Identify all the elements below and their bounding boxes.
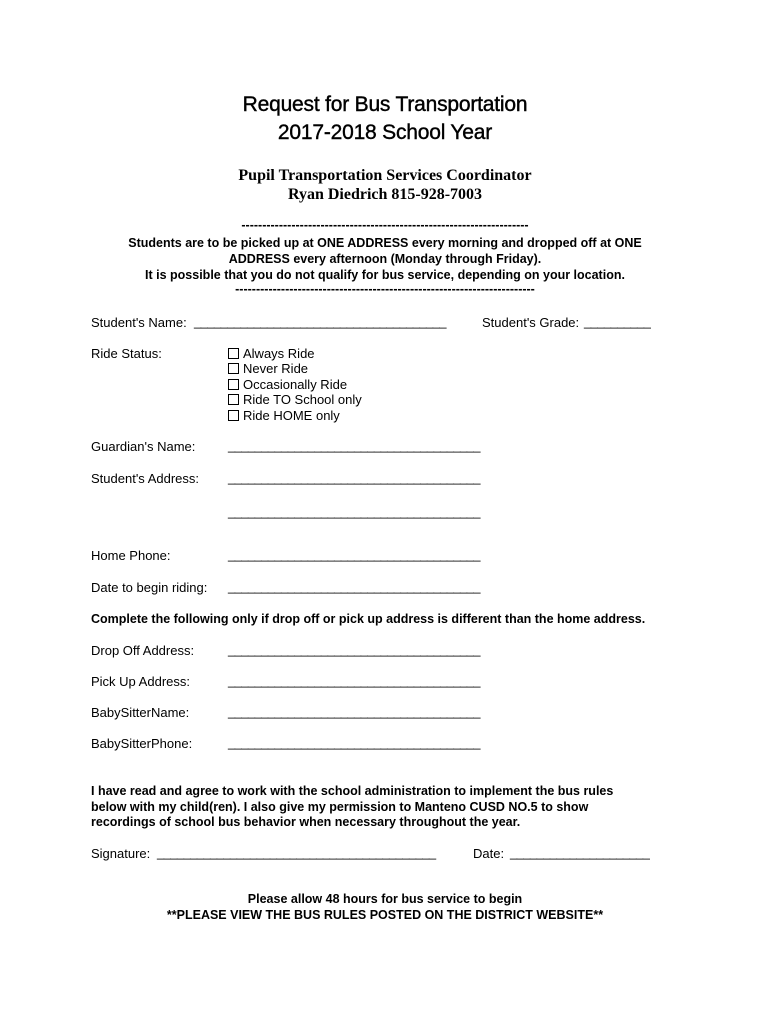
home-phone-field[interactable]: ______________________________________ bbox=[228, 547, 480, 562]
ride-status-label: Ride Status: bbox=[91, 346, 162, 361]
pick-up-field[interactable]: ______________________________________ bbox=[228, 673, 480, 688]
drop-off-label: Drop Off Address: bbox=[91, 643, 195, 658]
ride-option-always[interactable] bbox=[228, 346, 315, 361]
notice-line-3: It is possible that you do not qualify for bus service, depending on your location. bbox=[145, 268, 625, 282]
checkbox-icon[interactable] bbox=[228, 394, 239, 405]
footer-line-1: Please allow 48 hours for bus service to begin bbox=[247, 892, 523, 906]
student-name-field[interactable]: ______________________________________ bbox=[194, 314, 446, 329]
coordinator-title: Pupil Transportation Services Coordinator bbox=[238, 167, 532, 184]
guardian-name-label: Guardian's Name: bbox=[91, 439, 196, 454]
agreement-line-2: below with my child(ren). I also give my permission to Manteno CUSD NO.5 to show bbox=[91, 800, 589, 814]
student-address-field-1[interactable]: ______________________________________ bbox=[228, 470, 480, 485]
pick-up-label: Pick Up Address: bbox=[91, 674, 190, 689]
footer-line-2: **PLEASE VIEW THE BUS RULES POSTED ON THE DISTRICT WEBSITE** bbox=[166, 908, 604, 922]
form-title: Request for Bus Transportation bbox=[242, 93, 528, 116]
agreement-line-3: recordings of school bus behavior when necessary throughout the year. bbox=[91, 815, 521, 829]
student-grade-label: Student's Grade: bbox=[482, 315, 580, 330]
alt-address-note: Complete the following only if drop off or pick up address is different than the home address. bbox=[91, 612, 646, 626]
notice-line-1: Students are to be picked up at ONE ADDRESS every morning and dropped off at ONE bbox=[128, 236, 642, 250]
notice-line-2: ADDRESS every afternoon (Monday through Friday). bbox=[228, 252, 542, 266]
date-label: Date: bbox=[473, 846, 505, 861]
student-name-label: Student's Name: bbox=[91, 315, 187, 330]
signature-label: Signature: bbox=[91, 846, 151, 861]
ride-option-label: Never Ride bbox=[243, 361, 309, 376]
school-year: 2017-2018 School Year bbox=[277, 121, 493, 144]
ride-option-to-school[interactable] bbox=[228, 392, 362, 407]
notice-rule-top: --------------------------------------------------------------------- bbox=[241, 218, 529, 232]
notice-rule-bottom: ------------------------------------------------------------------------ bbox=[235, 282, 535, 296]
student-grade-field[interactable]: __________ bbox=[584, 314, 651, 329]
signature-field[interactable]: __________________________________________ bbox=[157, 845, 436, 860]
ride-option-label: Ride HOME only bbox=[243, 408, 340, 423]
student-address-field-2[interactable]: ______________________________________ bbox=[228, 504, 480, 519]
agreement-line-1: I have read and agree to work with the school administration to implement the bus rules bbox=[91, 784, 614, 798]
student-address-label: Student's Address: bbox=[91, 471, 199, 486]
babysitter-phone-field[interactable]: ______________________________________ bbox=[228, 735, 480, 750]
checkbox-icon[interactable] bbox=[228, 379, 239, 390]
ride-option-never[interactable] bbox=[228, 361, 308, 376]
guardian-name-field[interactable]: ______________________________________ bbox=[228, 438, 480, 453]
ride-option-home[interactable] bbox=[228, 408, 340, 423]
ride-option-label: Always Ride bbox=[243, 346, 315, 361]
babysitter-name-field[interactable]: ______________________________________ bbox=[228, 704, 480, 719]
drop-off-field[interactable]: ______________________________________ bbox=[228, 642, 480, 657]
checkbox-icon[interactable] bbox=[228, 363, 239, 374]
babysitter-phone-label: BabySitterPhone: bbox=[91, 736, 193, 751]
begin-date-field[interactable]: ______________________________________ bbox=[228, 579, 480, 594]
ride-option-label: Occasionally Ride bbox=[243, 377, 348, 392]
checkbox-icon[interactable] bbox=[228, 410, 239, 421]
home-phone-label: Home Phone: bbox=[91, 548, 171, 563]
ride-option-label: Ride TO School only bbox=[243, 392, 362, 407]
coordinator-contact: Ryan Diedrich 815-928-7003 bbox=[287, 186, 483, 203]
babysitter-name-label: BabySitterName: bbox=[91, 705, 190, 720]
begin-date-label: Date to begin riding: bbox=[91, 580, 208, 595]
checkbox-icon[interactable] bbox=[228, 348, 239, 359]
ride-option-occasionally[interactable] bbox=[228, 377, 347, 392]
date-field[interactable]: _____________________ bbox=[510, 845, 650, 860]
